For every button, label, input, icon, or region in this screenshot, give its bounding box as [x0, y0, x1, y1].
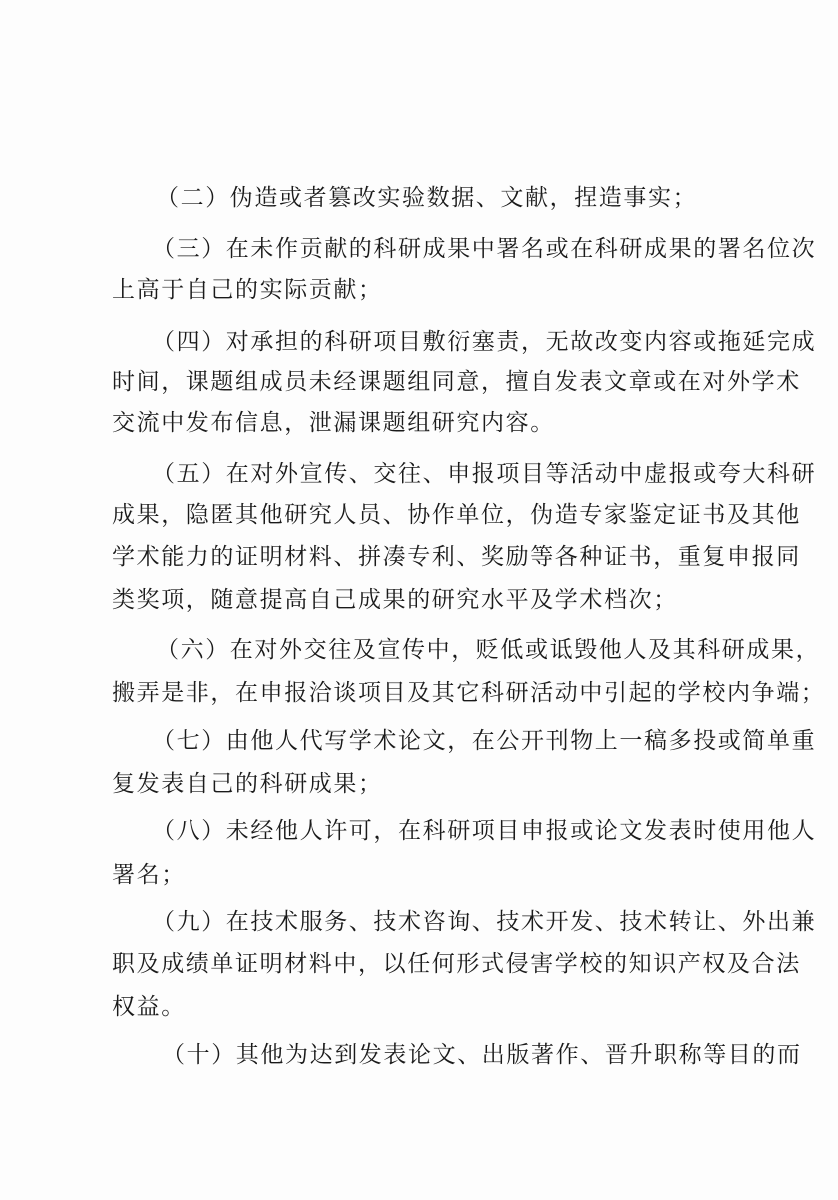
paragraph-line: 交流中发布信息，泄漏课题组研究内容。: [112, 410, 555, 436]
paragraph-line: 职及成绩单证明材料中，以任何形式侵害学校的知识产权及合法: [112, 951, 801, 977]
paragraph-line: （二）伪造或者篡改实验数据、文献，捏造事实；: [156, 185, 698, 211]
paragraph-line: （十）其他为达到发表论文、出版著作、晋升职称等目的而: [162, 1042, 802, 1068]
paragraph-line: （八）未经他人许可，在科研项目申报或论文发表时使用他人: [152, 818, 817, 844]
paragraph-line: （九）在技术服务、技术咨询、技术开发、技术转让、外出兼: [152, 909, 817, 935]
paragraph-line: （五）在对外宣传、交往、申报项目等活动中虚报或夸大科研: [152, 461, 817, 487]
paragraph-line: （四）对承担的科研项目敷衍塞责，无故改变内容或拖延完成: [152, 329, 817, 355]
paragraph-line: 学术能力的证明材料、拼凑专利、奖励等各种证书，重复申报同: [112, 544, 801, 570]
paragraph-line: 时间，课题组成员未经课题组同意，擅自发表文章或在对外学术: [112, 369, 801, 395]
paragraph-line: （三）在未作贡献的科研成果中署名或在科研成果的署名位次: [152, 236, 817, 262]
paragraph-line: 上高于自己的实际贡献；: [112, 277, 383, 303]
paragraph-line: 搬弄是非，在申报洽谈项目及其它科研活动中引起的学校内争端；: [112, 680, 826, 706]
paragraph-line: 署名；: [112, 862, 186, 888]
paragraph-line: 权益。: [112, 994, 186, 1020]
paragraph-line: 成果，隐匿其他研究人员、协作单位，伪造专家鉴定证书及其他: [112, 502, 801, 528]
paragraph-line: （七）由他人代写学术论文，在公开刊物上一稿多投或简单重: [152, 728, 817, 754]
paragraph-line: 复发表自己的科研成果；: [112, 771, 383, 797]
paragraph-line: 类奖项，随意提高自己成果的研究水平及学术档次；: [112, 587, 678, 613]
paragraph-line: （六）在对外交往及宣传中，贬低或诋毁他人及其科研成果，: [156, 637, 821, 663]
